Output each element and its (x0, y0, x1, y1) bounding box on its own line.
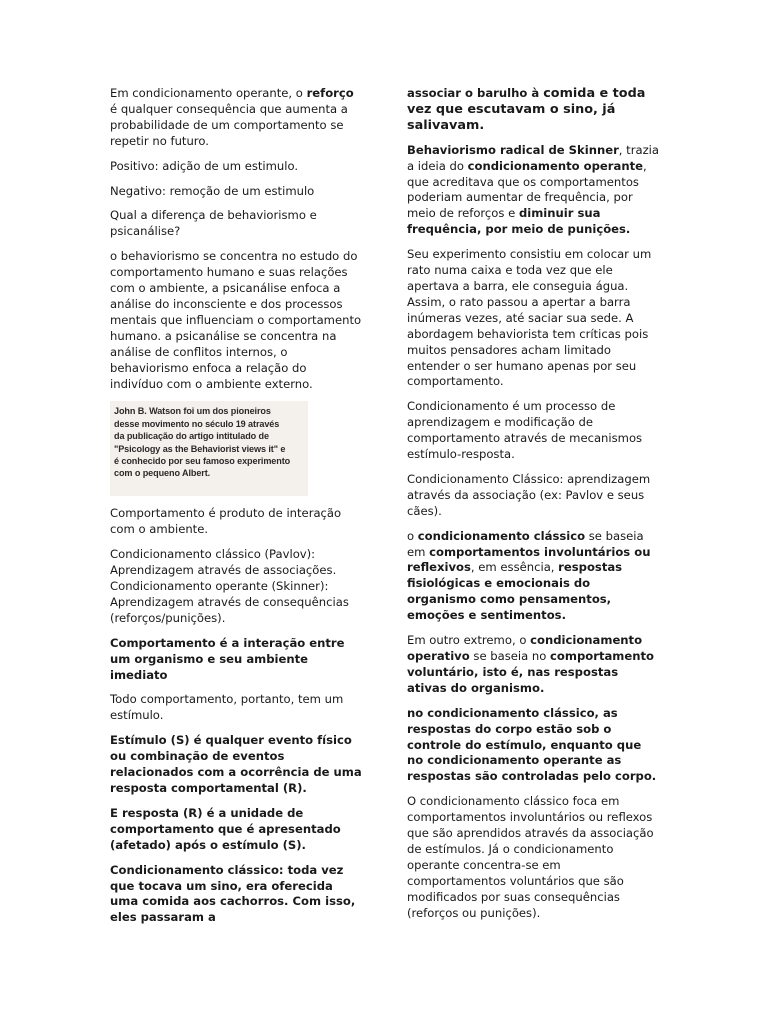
bold-run: E resposta (R) é a unidade de comportamento que é apresentado (afetado) após o estímulo (S). (110, 805, 341, 852)
watson-text-image (110, 401, 308, 496)
image-text-line: "Psicology as the Behaviorist views it" e (114, 443, 286, 454)
bold-run: comportamentos involuntários ou reflexivos (407, 544, 651, 575)
paragraph-interacao (110, 636, 362, 684)
paragraph-question: Qual a diferença de behaviorismo e psicanálise? (110, 208, 317, 239)
paragraph-experimento: Seu experimento consistiu em colocar um rato numa caixa e toda vez que ele apertava a barra, ele conseguia água. Assim, o rato passou a apertar a barra inúmeras vezes, até saciar sua sede. A abordagem behaviorista tem críticas pois muitos pensadores acham limitado entender o ser humano apenas por seu comportamento. (407, 247, 652, 389)
image-text-line: com o pequeno Albert. (114, 468, 211, 479)
text-run: se baseia no (469, 649, 551, 663)
paragraph-condicionamento-processo: Condicionamento é um processo de aprendizagem e modificação de comportamento através de mecanismos estímulo-resposta. (407, 399, 643, 462)
image-text-line: desse movimento no século 19 através (114, 418, 280, 429)
text-run: , em essência, (470, 560, 559, 575)
bold-run: Behaviorismo radical de Skinner (407, 142, 619, 157)
text-run: , trazia a ideia do (407, 142, 659, 173)
paragraph-comportamento-produto: Comportamento é produto de interação com o ambiente. (110, 506, 342, 537)
paragraph-classico-sino (110, 863, 362, 927)
bold-large-run: comida e toda vez que escutavam o sino, já salivavam. (407, 86, 646, 133)
paragraph-negativo: Negativo: remoção de um estimulo (110, 183, 315, 198)
paragraph-classico-foca: O condicionamento clássico foca em comportamentos involuntários ou reflexos que são aprendidos através da associação de estímulos. Já o condicionamento operante concentra-se em comportamentos voluntários que são modificados por suas consequências (reforços ou punições). (407, 794, 654, 920)
bold-run: reforço (306, 86, 354, 100)
bold-run: condicionamento operativo (407, 633, 643, 663)
paragraph-resposta (110, 806, 362, 854)
image-text-line: John B. Watson foi um dos pioneiros (114, 406, 271, 417)
text-run: Em outro extremo, o (407, 633, 531, 648)
bold-run: Estímulo (S) é qualquer evento físico ou combinação de eventos relacionados com a ocorrência de uma resposta comportamental (R). (110, 733, 362, 795)
paragraph-associar (407, 86, 659, 134)
bold-run: no condicionamento clássico, as respostas do corpo estão sob o controle do estímulo, enquanto que no condicionamento operante as respostas são controladas pelo corpo. (407, 705, 657, 784)
bold-run: comportamento voluntário, isto é, nas respostas ativas do organismo. (407, 649, 655, 695)
bold-run: condicionamento operante (467, 158, 643, 173)
paragraph-operativo (407, 633, 659, 697)
paragraph-positivo: Positivo: adição de um estimulo. (110, 158, 299, 173)
image-text-line: da publicação do artigo intitulado de (114, 431, 269, 442)
bold-run: associar o barulho à (407, 86, 544, 100)
bold-run: diminuir sua frequência, por meio de punições. (407, 206, 631, 237)
paragraph-controle-estimulo (407, 706, 659, 786)
paragraph-todo-comportamento: Todo comportamento, portanto, tem um estímulo. (110, 692, 344, 723)
bold-run: Condicionamento clássico: toda vez que tocava um sino, era oferecida uma comida aos cachorros. Com isso, eles passaram a (110, 862, 356, 925)
text-run: Em condicionamento operante, o (110, 86, 307, 100)
text-run: é qualquer consequência que aumenta a probabilidade de um comportamento se repetir no futuro. (110, 101, 348, 148)
bold-run: respostas fisiológicas e emocionais do organismo como pensamentos, emoções e sentimentos. (407, 560, 623, 623)
left-column (110, 86, 362, 935)
right-column (407, 86, 659, 931)
paragraph-operante-skinner: Condicionamento operante (Skinner): Aprendizagem através de consequências (reforços/punições). (110, 579, 349, 625)
image-text-line: é conhecido por seu famoso experimento (114, 456, 291, 467)
paragraph-behaviorismo-psicanalise: o behaviorismo se concentra no estudo do comportamento humano e suas relações com o ambiente, a psicanálise enfoca a análise do inconsciente e dos processos mentais que influenciam o comportamento humano. a psicanálise se concentra na análise de conflitos internos, o behaviorismo enfoca a relação do indivíduo com o ambiente externo. (110, 249, 362, 391)
text-run: , que acreditava que os comportamentos poderiam aumentar de frequência, por meio de reforços e (407, 158, 647, 221)
bold-run: condicionamento clássico (417, 528, 586, 543)
text-run: o (407, 528, 418, 543)
paragraph-classico-pavlov: Condicionamento clássico (Pavlov): Aprendizagem através de associações. (110, 547, 337, 578)
paragraph-skinner (407, 143, 659, 238)
text-run: se baseia em (407, 528, 644, 559)
paragraph-estimulo (110, 733, 362, 797)
bold-run: Comportamento é a interação entre um organismo e seu ambiente imediato (110, 635, 345, 682)
paragraph-reforco (110, 86, 362, 150)
paragraph-classico-associacao: Condicionamento Clássico: aprendizagem através da associação (ex: Pavlov e seus cães). (407, 471, 651, 518)
paragraph-classico-involuntario (407, 529, 659, 624)
